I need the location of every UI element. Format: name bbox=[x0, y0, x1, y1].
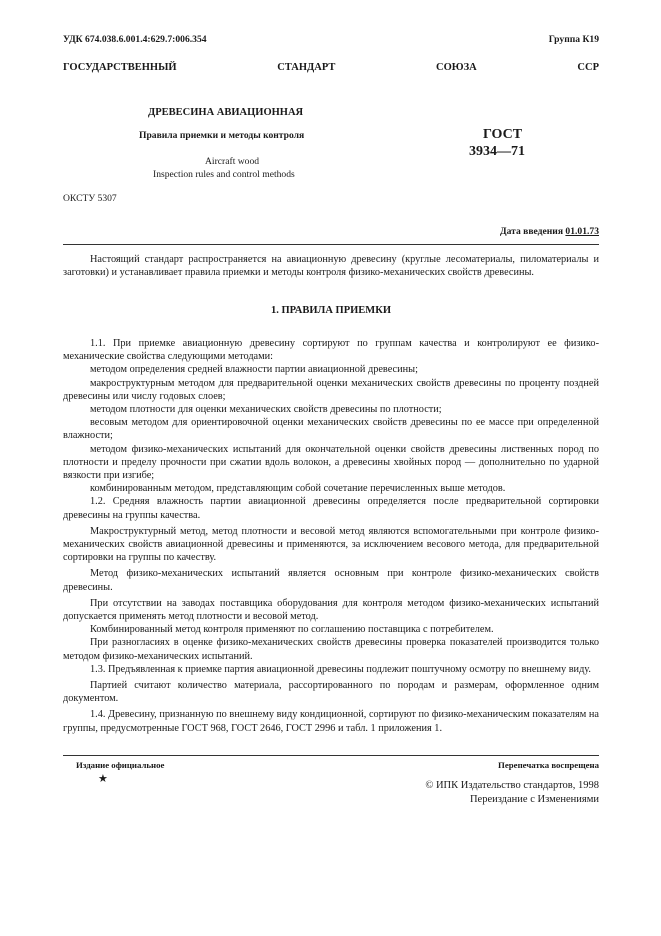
english-subtitle: Inspection rules and control methods bbox=[153, 169, 295, 180]
state-standard-banner: ГОСУДАРСТВЕННЫЙ СТАНДАРТ СОЮЗА ССР bbox=[63, 62, 599, 73]
intro-paragraph: Настоящий стандарт распространяется на авиационную древесину (круглые лесоматериалы, пиломатериалы и заготовки) и устанавливает правила приемки и методы контроля физико-механических свойств древесины. bbox=[63, 254, 599, 279]
paragraph: При разногласиях в оценке физико-механических свойств древесины проверка показателей производится только методом физико-механических испытаний. bbox=[63, 637, 599, 662]
english-title: Aircraft wood bbox=[205, 156, 260, 167]
paragraph: Комбинированный метод контроля применяют по соглашению поставщика с потребителем. bbox=[90, 624, 494, 636]
footer-divider bbox=[63, 755, 599, 756]
paragraph: весовым методом для ориентировочной оценки механических свойств древесины по ее массе при определенной влажности; bbox=[63, 417, 599, 442]
star-icon: ★ bbox=[98, 773, 108, 785]
gost-label: ГОСТ bbox=[483, 127, 523, 142]
gost-number: 3934—71 bbox=[469, 144, 525, 159]
introduction-date bbox=[500, 226, 599, 237]
introduction-date-value: 01.01.73 bbox=[565, 226, 599, 237]
paragraph: методом плотности для оценки механических свойств древесины по плотности; bbox=[90, 404, 442, 416]
paragraph: 1.2. Средняя влажность партии авиационной древесины определяется после предварительной сортировки древесины на группы качества. bbox=[63, 496, 599, 521]
paragraph: При отсутствии на заводах поставщика оборудования для контроля методом физико-механических испытаний допускается применять метод плотности и весовой метод. bbox=[63, 597, 599, 623]
header-divider bbox=[63, 244, 599, 245]
copyright-notice: © ИПК Издательство стандартов, 1998 bbox=[425, 780, 599, 791]
section-title: 1. ПРАВИЛА ПРИЕМКИ bbox=[271, 305, 391, 316]
document-title: ДРЕВЕСИНА АВИАЦИОННАЯ bbox=[148, 107, 304, 118]
udk-code: УДК 674.038.6.001.4:629.7:006.354 bbox=[63, 34, 207, 45]
paragraph: методом определения средней влажности партии авиационной древесины; bbox=[90, 364, 418, 376]
introduction-date-label: Дата введения bbox=[499, 226, 564, 237]
reissue-notice: Переиздание с Изменениями bbox=[469, 794, 599, 805]
paragraph: методом физико-механических испытаний для окончательной оценки свойств древесины лиственных пород по плотности и пределу прочности при сжатии вдоль волокон, а древесины хвойных пород — дополнительно по ударной вязкости при изгибе; bbox=[63, 443, 599, 482]
reprint-prohibited-label: Перепечатка воспрещена bbox=[498, 760, 599, 770]
paragraph: 1.1. При приемке авиационную древесину сортируют по группам качества и контролируют ее физико-механические свойства следующими методами: bbox=[63, 338, 599, 363]
paragraph: 1.4. Древесину, признанную по внешнему виду кондиционной, сортируют по физико-механическим показателям на группы, предусмотренные ГОСТ 968, ГОСТ 2646, ГОСТ 2996 и табл. 1 приложения 1. bbox=[63, 709, 599, 734]
paragraph: Метод физико-механических испытаний является основным при контроле физико-механических свойств древесины. bbox=[63, 568, 599, 593]
paragraph: комбинированным методом, представляющим собой сочетание перечисленных выше методов. bbox=[90, 483, 506, 495]
document-subtitle: Правила приемки и методы контроля bbox=[139, 130, 305, 141]
group-code: Группа К19 bbox=[548, 34, 599, 45]
official-edition-label: Издание официальное bbox=[76, 760, 165, 770]
paragraph: Макроструктурный метод, метод плотности и весовой метод являются вспомогательными при контроле физико-механических свойств авиационной древесины и применяются, за исключением весового метода, для предварительной сортировки на группы по качеству. bbox=[63, 525, 599, 564]
paragraph: 1.3. Предъявленная к приемке партия авиационной древесины подлежит поштучному осмотру по внешнему виду. bbox=[90, 663, 591, 675]
intro-block bbox=[63, 253, 599, 279]
paragraph: Партией считают количество материала, рассортированного по породам и размерам, оформленное одним документом. bbox=[63, 680, 599, 705]
body-text bbox=[63, 337, 599, 735]
paragraph: макроструктурным методом для предварительной оценки механических свойств древесины по проценту поздней древесины или числу годовых слоев; bbox=[63, 377, 599, 402]
okstu-code: ОКСТУ 5307 bbox=[63, 193, 117, 204]
